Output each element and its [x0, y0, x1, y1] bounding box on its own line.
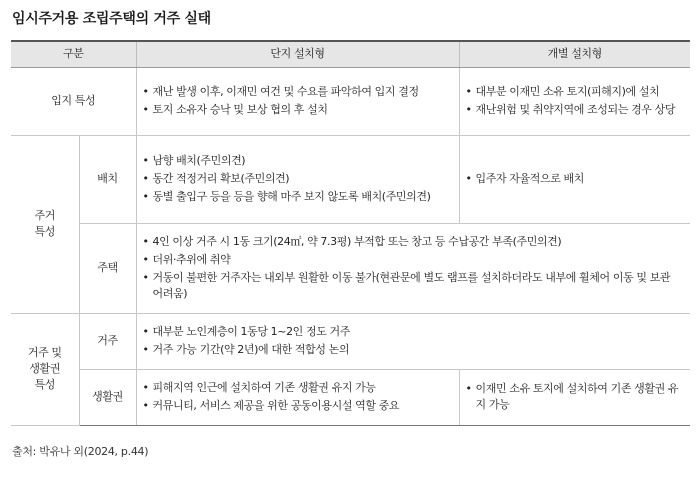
row-label-living: 거주 및 생활권 특성	[11, 313, 79, 425]
table-header-row	[11, 41, 690, 67]
list-item: • 4인 이상 거주 시 1동 크기(24㎡, 약 7.3평) 부적합 또는 창고 등 수납공간 부족(주민의견)	[143, 234, 683, 250]
list-item: • 입주자 자율적으로 배치	[466, 171, 683, 187]
lifezone-complex-cell	[136, 369, 459, 425]
row-label-location: 입지 특성	[11, 67, 136, 135]
table-row	[11, 135, 690, 223]
list-item: • 동간 적정거리 확보(주민의견)	[143, 171, 451, 187]
list-item: • 대부분 이재민 소유 토지(피해지)에 설치	[466, 84, 683, 100]
subrow-label-placement: 배치	[79, 135, 136, 223]
residence-cell	[136, 313, 690, 369]
list-item: • 더위·추위에 취약	[143, 252, 683, 268]
list-item: • 이재민 소유 토지에 설치하여 기존 생활권 유지 가능	[466, 381, 683, 413]
table-row	[11, 313, 690, 369]
placement-individual-cell	[459, 135, 690, 223]
list-item: • 거동이 불편한 거주자는 내외부 원활한 이동 불가(현관문에 별도 램프를 설치하더라도 내부에 휠체어 이동 및 보관 어려움)	[143, 270, 683, 302]
placement-complex-cell	[136, 135, 459, 223]
list-item: • 재난위험 및 취약지역에 조성되는 경우 상당	[466, 102, 683, 118]
lifezone-individual-cell	[459, 369, 690, 425]
header-individual: 개별 설치형	[459, 41, 690, 67]
table-row	[11, 67, 690, 135]
housing-status-table	[11, 40, 690, 426]
list-item: • 재난 발생 이후, 이재민 여건 및 수요를 파악하여 입지 결정	[143, 84, 451, 100]
page-title: 임시주거용 조립주택의 거주 실태	[12, 11, 211, 27]
subrow-label-house: 주택	[79, 223, 136, 313]
header-category: 구분	[11, 41, 136, 67]
row-label-housing: 주거 특성	[11, 135, 79, 313]
list-item: • 커뮤니티, 서비스 제공을 위한 공동이용시설 역할 중요	[143, 398, 451, 414]
location-individual-cell	[459, 67, 690, 135]
house-cell	[136, 223, 690, 313]
table-row	[11, 369, 690, 425]
list-item: • 남향 배치(주민의견)	[143, 153, 451, 169]
list-item: • 동별 출입구 등을 등을 향해 마주 보지 않도록 배치(주민의견)	[143, 189, 451, 205]
list-item: • 토지 소유자 승낙 및 보상 협의 후 설치	[143, 102, 451, 118]
source-note: 출처: 박유나 외(2024, p.44)	[12, 445, 149, 458]
list-item: • 피해지역 인근에 설치하여 기존 생활권 유지 가능	[143, 380, 451, 396]
subrow-label-residence: 거주	[79, 313, 136, 369]
list-item: • 대부분 노인계층이 1동당 1~2인 정도 거주	[143, 324, 683, 340]
header-complex: 단지 설치형	[136, 41, 459, 67]
location-complex-cell	[136, 67, 459, 135]
list-item: • 거주 가능 기간(약 2년)에 대한 적합성 논의	[143, 342, 683, 358]
table-row	[11, 223, 690, 313]
subrow-label-lifezone: 생활권	[79, 369, 136, 425]
